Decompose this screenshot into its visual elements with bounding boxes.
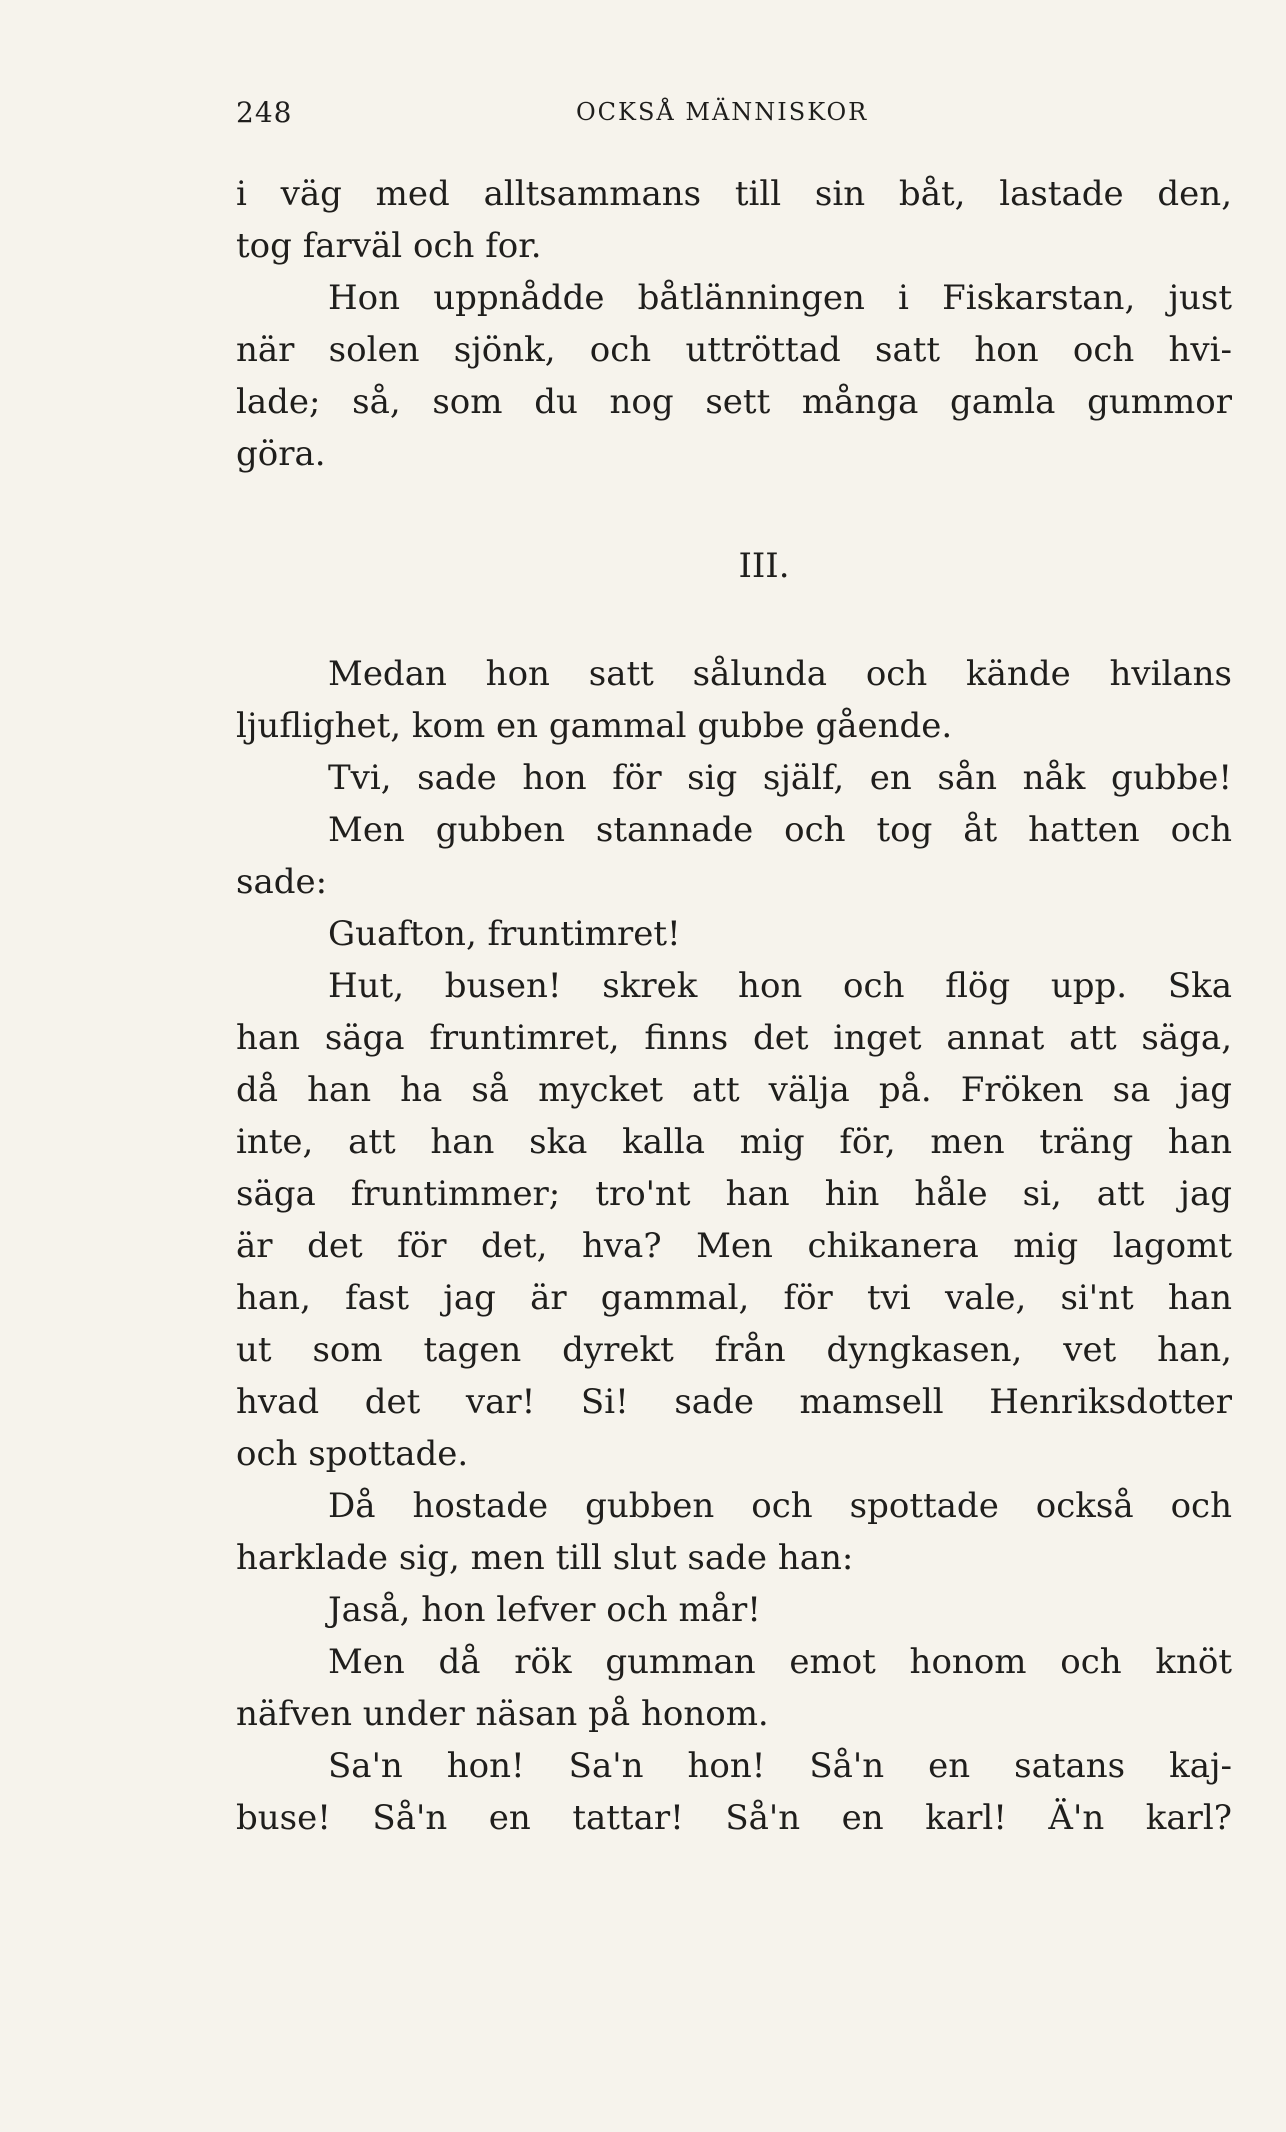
text-line: Hut, busen! skrek hon och flög upp. Ska <box>328 966 1232 1006</box>
text-line: näfven under näsan på honom. <box>236 1694 769 1734</box>
text-line: göra. <box>236 434 326 474</box>
text-line: Guafton, fruntimret! <box>328 914 681 954</box>
text-line: då han ha så mycket att välja på. Fröken sa jag <box>236 1070 1232 1110</box>
text-line: ut som tagen dyrekt från dyngkasen, vet han, <box>236 1330 1232 1370</box>
text-line: Jaså, hon lefver och mår! <box>328 1590 761 1630</box>
text-line: Hon uppnådde båtlänningen i Fiskarstan, just <box>328 278 1232 318</box>
page-number: 248 <box>236 96 293 129</box>
text-line: Tvi, sade hon för sig själf, en sån nåk gubbe! <box>328 758 1232 798</box>
text-line: Medan hon satt sålunda och kände hvilans <box>328 654 1232 694</box>
text-line: harklade sig, men till slut sade han: <box>236 1538 854 1578</box>
text-line: när solen sjönk, och uttröttad satt hon och hvi- <box>236 330 1232 370</box>
section-heading: III. <box>738 546 790 586</box>
text-line: säga fruntimmer; tro'nt han hin håle si, att jag <box>236 1174 1232 1214</box>
text-line: tog farväl och for. <box>236 226 542 266</box>
running-head: OCKSÅ MÄNNISKOR <box>576 98 869 126</box>
text-line: lade; så, som du nog sett många gamla gummor <box>236 382 1232 422</box>
page-header <box>236 96 1236 136</box>
text-line: Men gubben stannade och tog åt hatten och <box>328 810 1232 850</box>
text-line: i väg med alltsammans till sin båt, lastade den, <box>236 174 1232 214</box>
text-line: Men då rök gumman emot honom och knöt <box>328 1642 1232 1682</box>
text-line: Sa'n hon! Sa'n hon! Så'n en satans kaj- <box>328 1746 1232 1786</box>
text-line: och spottade. <box>236 1434 469 1474</box>
text-line: är det för det, hva? Men chikanera mig lagomt <box>236 1226 1232 1266</box>
text-line: han, fast jag är gammal, för tvi vale, si'nt han <box>236 1278 1232 1318</box>
text-line: hvad det var! Si! sade mamsell Henriksdotter <box>236 1382 1232 1422</box>
text-line: han säga fruntimret, finns det inget annat att säga, <box>236 1018 1232 1058</box>
text-line: sade: <box>236 862 328 902</box>
text-line: Då hostade gubben och spottade också och <box>328 1486 1232 1526</box>
text-line: inte, att han ska kalla mig för, men träng han <box>236 1122 1232 1162</box>
text-line: buse! Så'n en tattar! Så'n en karl! Ä'n karl? <box>236 1798 1232 1838</box>
text-line: ljuflighet, kom en gammal gubbe gående. <box>236 706 953 746</box>
